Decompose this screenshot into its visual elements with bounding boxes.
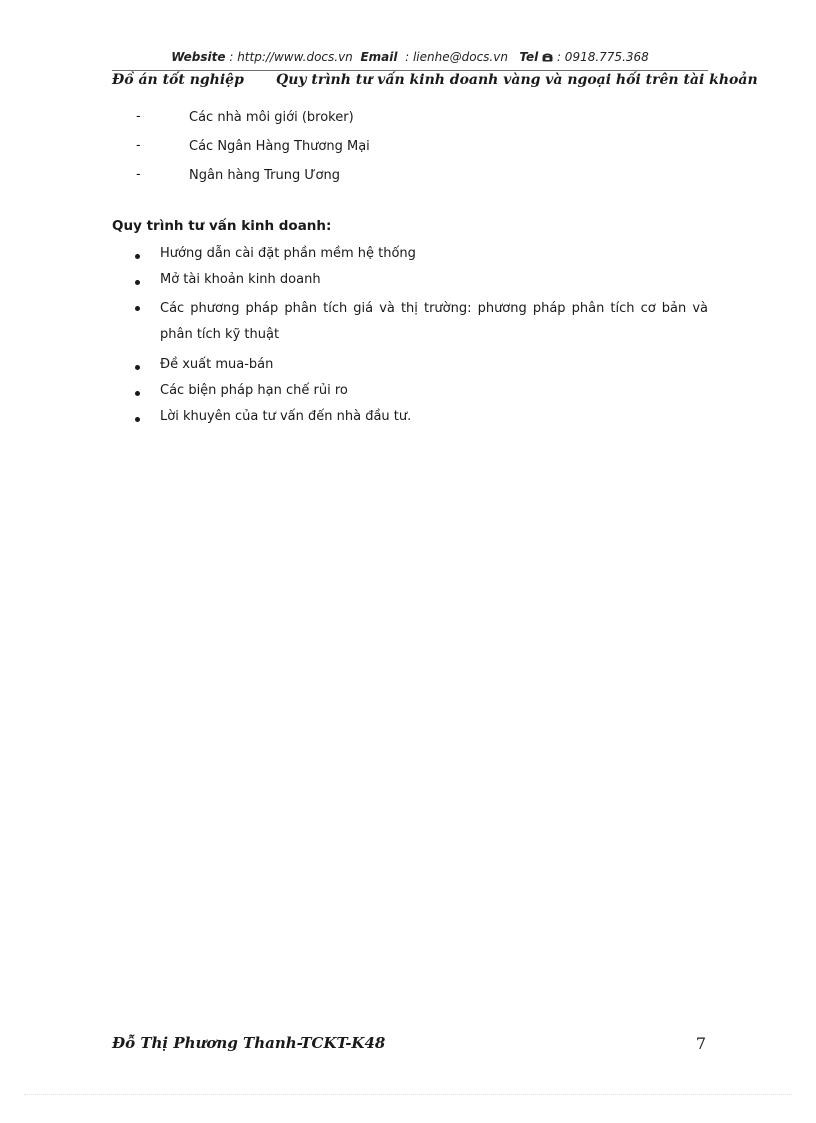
bullet-text: Đề xuất mua-bán: [160, 357, 274, 372]
bullet-item: [112, 296, 708, 348]
tel-number: : 0918.775.368: [556, 50, 649, 64]
thesis-title: Quy trình tư vấn kinh doanh vàng và ngoại hối trên tài khoản: [276, 72, 758, 88]
list-item: [112, 166, 708, 195]
bullet-dot: [135, 365, 140, 370]
bullet-text: Lời khuyên của tư vấn đến nhà đầu tư.: [160, 409, 412, 424]
list-item: [112, 137, 708, 166]
bullet-dot: [135, 306, 140, 311]
dash-marker: -: [136, 167, 141, 182]
bullet-item: [112, 381, 708, 400]
bullet-dot: [135, 280, 140, 285]
website-bar: [112, 50, 708, 68]
tel-label: Tel: [519, 50, 539, 64]
website-label: Website: [171, 50, 226, 64]
email-label: Email: [360, 50, 398, 64]
bullet-text: Các phương pháp phân tích giá và thị trường: phương pháp phân tích cơ bản và phân tích kỹ thuật: [160, 301, 708, 342]
list-item: [112, 108, 708, 137]
website-url[interactable]: : http://www.docs.vn: [229, 50, 353, 64]
list-item-text: Các Ngân Hàng Thương Mại: [189, 139, 370, 154]
document-header: [112, 72, 758, 94]
bullet-text: Mở tài khoản kinh doanh: [160, 272, 321, 287]
bullet-text: Các biện pháp hạn chế rủi ro: [160, 383, 348, 398]
dash-marker: -: [136, 138, 141, 153]
bullet-item: [112, 270, 708, 289]
list-item-text: Ngân hàng Trung Ương: [189, 168, 340, 183]
dash-list: [112, 108, 708, 195]
bullet-dot: [135, 254, 140, 259]
bullet-dot: [135, 417, 140, 422]
bullet-dot: [135, 391, 140, 396]
bullet-item: [112, 355, 708, 374]
footer-author: Đỗ Thị Phương Thanh-TCKT-K48: [112, 1034, 386, 1052]
bullet-item: [112, 244, 708, 263]
page-bottom-divider: [24, 1094, 792, 1095]
bullet-list: [112, 244, 708, 433]
email-address[interactable]: : lienhe@docs.vn: [405, 50, 508, 64]
thesis-label: Đồ án tốt nghiệp: [112, 72, 244, 88]
dash-marker: -: [136, 109, 141, 124]
page-number: 7: [695, 1034, 706, 1053]
section-title: Quy trình tư vấn kinh doanh:: [112, 218, 332, 234]
phone-icon: [542, 51, 553, 65]
bullet-item: [112, 407, 708, 426]
list-item-text: Các nhà môi giới (broker): [189, 110, 354, 125]
header-rule: [112, 70, 708, 71]
bullet-text: Hướng dẫn cài đặt phần mềm hệ thống: [160, 246, 416, 261]
